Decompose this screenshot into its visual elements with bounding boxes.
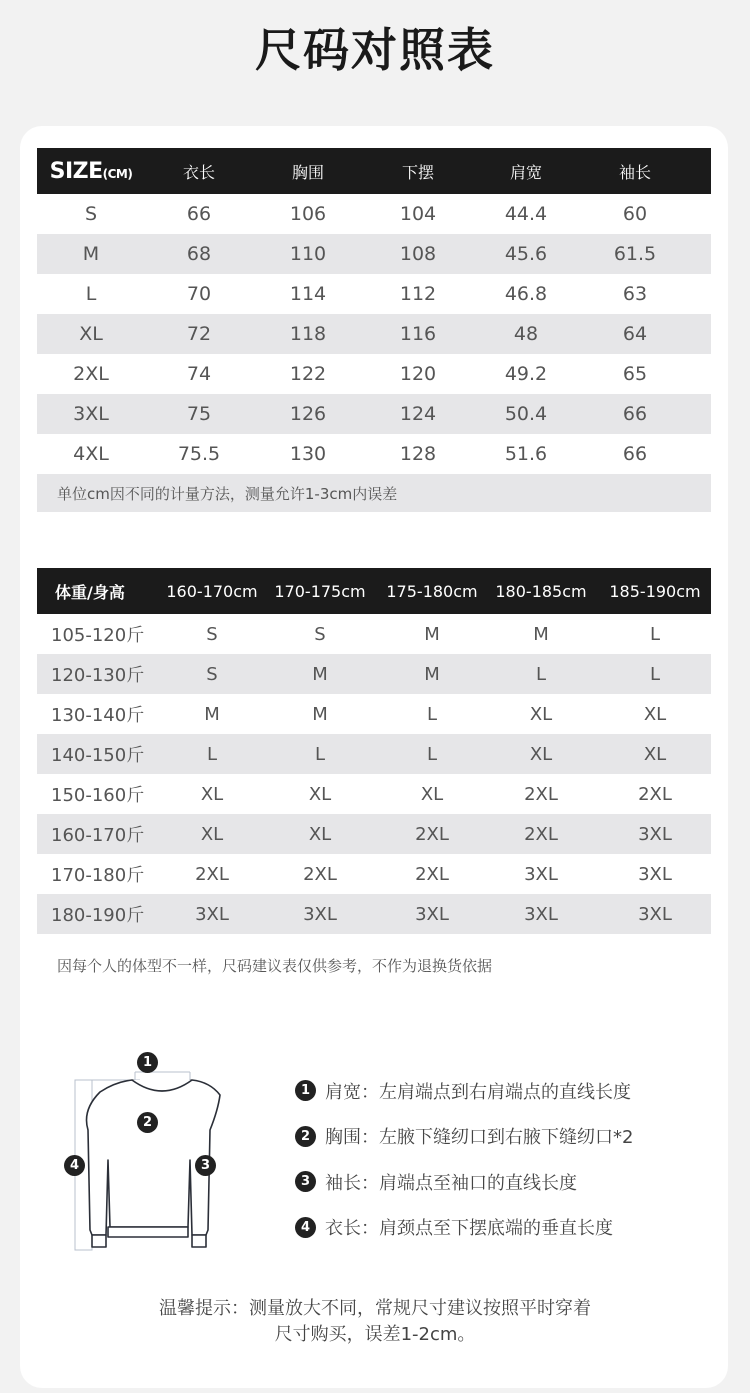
table-cell: L bbox=[426, 743, 438, 765]
table-cell: S bbox=[84, 203, 98, 225]
table-cell: 150-160斤 bbox=[51, 785, 145, 806]
table-cell: 114 bbox=[289, 283, 327, 305]
marker-1-icon: 1 bbox=[295, 1080, 316, 1101]
table-cell: L bbox=[535, 663, 547, 685]
table-cell: 3XL bbox=[415, 903, 449, 925]
table-cell: 3XL bbox=[638, 903, 672, 925]
recommendation-table-header bbox=[37, 568, 711, 614]
table-cell: S bbox=[206, 663, 218, 685]
table-cell: 124 bbox=[399, 403, 437, 425]
table-cell: 118 bbox=[289, 323, 327, 345]
table-cell: 120 bbox=[399, 363, 437, 385]
legend-item bbox=[295, 1114, 633, 1160]
table-cell: 120-130斤 bbox=[51, 665, 145, 686]
table-row bbox=[37, 394, 711, 434]
table-cell: 46.8 bbox=[504, 283, 548, 305]
table-row bbox=[37, 434, 711, 474]
table-cell: 105-120斤 bbox=[51, 625, 145, 646]
size-column-header: SIZE(CM) bbox=[49, 158, 133, 184]
recommendation-note: 因每个人的体型不一样，尺码建议表仅供参考，不作为退换货依据 bbox=[57, 957, 493, 975]
marker-4-icon: 4 bbox=[64, 1155, 85, 1176]
tip-line: 温馨提示：测量放大不同，常规尺寸建议按照平时穿着 bbox=[159, 1298, 591, 1319]
table-cell: XL bbox=[308, 783, 332, 805]
table-row bbox=[37, 814, 711, 854]
table-cell: XL bbox=[643, 743, 667, 765]
table-cell: 140-150斤 bbox=[51, 745, 145, 766]
table-cell: 3XL bbox=[195, 903, 229, 925]
table-row bbox=[37, 614, 711, 654]
table-cell: 128 bbox=[399, 443, 437, 465]
table-cell: 45.6 bbox=[504, 243, 548, 265]
table-cell: L bbox=[649, 623, 661, 645]
table-cell: 65 bbox=[622, 363, 648, 385]
table-cell: L bbox=[314, 743, 326, 765]
table-cell: XL bbox=[643, 703, 667, 725]
table-cell: M bbox=[424, 623, 440, 645]
marker-4-icon: 4 bbox=[295, 1217, 316, 1238]
table-row bbox=[37, 194, 711, 234]
legend-text: 袖长：肩端点至袖口的直线长度 bbox=[325, 1172, 577, 1194]
table-cell: 44.4 bbox=[504, 203, 548, 225]
sweater-diagram bbox=[60, 1050, 230, 1255]
table-cell: M bbox=[82, 243, 100, 265]
table-cell: 68 bbox=[186, 243, 212, 265]
tip-line: 尺寸购买，误差1-2cm。 bbox=[274, 1324, 476, 1345]
column-header: 175-180cm bbox=[386, 581, 478, 601]
table-cell: 48 bbox=[513, 323, 539, 345]
table-cell: 75.5 bbox=[177, 443, 221, 465]
table-cell: 130 bbox=[289, 443, 327, 465]
table-cell: XL bbox=[529, 743, 553, 765]
table-row bbox=[37, 274, 711, 314]
table-cell: 110 bbox=[289, 243, 327, 265]
table-cell: M bbox=[204, 703, 220, 725]
table-cell: 50.4 bbox=[504, 403, 548, 425]
legend-item bbox=[295, 1068, 633, 1114]
table-cell: XL bbox=[79, 323, 103, 345]
column-header: 袖长 bbox=[618, 162, 651, 182]
table-cell: 64 bbox=[622, 323, 648, 345]
table-row bbox=[37, 654, 711, 694]
table-cell: 72 bbox=[186, 323, 212, 345]
table-cell: 66 bbox=[622, 443, 648, 465]
recommendation-table bbox=[37, 568, 711, 934]
table-cell: 3XL bbox=[73, 403, 109, 425]
table-cell: 3XL bbox=[638, 823, 672, 845]
measurement-legend bbox=[295, 1068, 633, 1250]
sweater-outline-icon bbox=[60, 1050, 230, 1255]
table-cell: 104 bbox=[399, 203, 437, 225]
legend-item bbox=[295, 1159, 633, 1205]
size-table bbox=[37, 148, 711, 512]
table-cell: 130-140斤 bbox=[51, 705, 145, 726]
column-header: 体重/身高 bbox=[55, 582, 125, 602]
table-cell: 63 bbox=[622, 283, 648, 305]
size-table-header bbox=[37, 148, 711, 194]
column-header: 160-170cm bbox=[166, 581, 258, 601]
size-table-note: 单位cm因不同的计量方法，测量允许1-3cm内误差 bbox=[37, 474, 711, 512]
table-cell: 61.5 bbox=[613, 243, 657, 265]
table-cell: 112 bbox=[399, 283, 437, 305]
table-cell: 3XL bbox=[638, 863, 672, 885]
legend-item bbox=[295, 1205, 633, 1251]
legend-text: 胸围：左腋下缝纫口到右腋下缝纫口*2 bbox=[325, 1127, 634, 1149]
table-cell: 2XL bbox=[415, 863, 449, 885]
table-row bbox=[37, 774, 711, 814]
table-cell: 3XL bbox=[524, 903, 558, 925]
table-cell: L bbox=[206, 743, 218, 765]
table-cell: 2XL bbox=[415, 823, 449, 845]
table-cell: L bbox=[426, 703, 438, 725]
table-row bbox=[37, 894, 711, 934]
table-row bbox=[37, 234, 711, 274]
marker-3-icon: 3 bbox=[195, 1155, 216, 1176]
column-header: 170-175cm bbox=[274, 581, 366, 601]
column-header: 下摆 bbox=[401, 162, 434, 182]
table-cell: 170-180斤 bbox=[51, 865, 145, 886]
table-cell: 70 bbox=[186, 283, 212, 305]
table-cell: 75 bbox=[186, 403, 212, 425]
table-row bbox=[37, 734, 711, 774]
table-cell: XL bbox=[308, 823, 332, 845]
table-cell: 108 bbox=[399, 243, 437, 265]
table-cell: 2XL bbox=[524, 783, 558, 805]
marker-3-icon: 3 bbox=[295, 1171, 316, 1192]
table-cell: S bbox=[314, 623, 326, 645]
table-cell: 106 bbox=[289, 203, 327, 225]
column-header: 185-190cm bbox=[609, 581, 701, 601]
table-cell: 3XL bbox=[303, 903, 337, 925]
table-row bbox=[37, 854, 711, 894]
legend-text: 肩宽：左肩端点到右肩端点的直线长度 bbox=[325, 1081, 631, 1103]
table-cell: XL bbox=[200, 783, 224, 805]
table-cell: S bbox=[206, 623, 218, 645]
table-row bbox=[37, 694, 711, 734]
table-cell: M bbox=[424, 663, 440, 685]
table-cell: 60 bbox=[622, 203, 648, 225]
table-cell: XL bbox=[420, 783, 444, 805]
table-cell: 122 bbox=[289, 363, 327, 385]
table-cell: XL bbox=[200, 823, 224, 845]
table-cell: 2XL bbox=[195, 863, 229, 885]
table-cell: 3XL bbox=[524, 863, 558, 885]
column-header: 胸围 bbox=[291, 162, 324, 182]
legend-text: 衣长：肩颈点至下摆底端的垂直长度 bbox=[325, 1218, 613, 1240]
table-cell: 49.2 bbox=[504, 363, 548, 385]
column-header: 衣长 bbox=[182, 162, 215, 182]
table-cell: L bbox=[85, 283, 97, 305]
table-cell: M bbox=[312, 663, 328, 685]
table-cell: L bbox=[649, 663, 661, 685]
table-cell: 51.6 bbox=[504, 443, 548, 465]
table-cell: M bbox=[312, 703, 328, 725]
table-cell: 2XL bbox=[524, 823, 558, 845]
table-row bbox=[37, 354, 711, 394]
table-cell: 160-170斤 bbox=[51, 825, 145, 846]
table-cell: 66 bbox=[186, 203, 212, 225]
table-cell: 66 bbox=[622, 403, 648, 425]
table-cell: 116 bbox=[399, 323, 437, 345]
marker-2-icon: 2 bbox=[137, 1112, 158, 1133]
table-cell: XL bbox=[529, 703, 553, 725]
table-cell: 2XL bbox=[303, 863, 337, 885]
table-cell: M bbox=[533, 623, 549, 645]
table-row bbox=[37, 314, 711, 354]
page-title: 尺码对照表 bbox=[255, 23, 495, 77]
column-header: 肩宽 bbox=[509, 162, 542, 182]
table-cell: 126 bbox=[289, 403, 327, 425]
table-cell: 180-190斤 bbox=[51, 905, 145, 926]
table-cell: 2XL bbox=[638, 783, 672, 805]
table-cell: 2XL bbox=[73, 363, 109, 385]
column-header: 180-185cm bbox=[495, 581, 587, 601]
warm-tip bbox=[0, 1296, 750, 1348]
marker-1-icon: 1 bbox=[137, 1052, 158, 1073]
marker-2-icon: 2 bbox=[295, 1126, 316, 1147]
table-cell: 74 bbox=[186, 363, 212, 385]
table-cell: 4XL bbox=[73, 443, 109, 465]
